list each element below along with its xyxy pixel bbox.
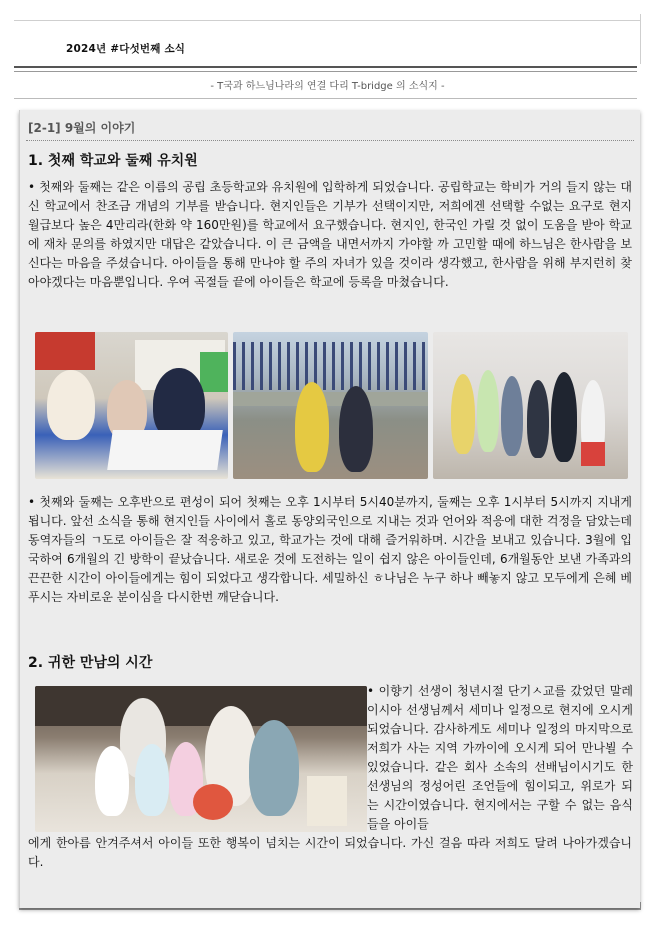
newsletter-title: 2024년 #다섯번째 소식 — [66, 43, 186, 55]
worksheet — [107, 430, 223, 470]
classroom-photo — [35, 332, 228, 479]
paragraph-school-enrollment: • 첫째와 둘째는 같은 이름의 공립 초등학교와 유치원에 입학하게 되었습니다. 공립학교는 학비가 거의 들지 않는 대신 학교에서 찬조금 개념의 기부를 받습니다. 현지인들은 기부가 선택이지만, 저희에겐 선택할 수없는 요구로 현지 월급보다 높은 4만리라(한화 약 160만원)를 학교에서 요구했습니다. 현지인, 한국인 가릴 것 없이 도움을 받아 학교에 재차 문의를 하였지만 대답은 같았습니다. 이 큰 금액을 내면서까지 가야할 까 고민할 때에 하느님은 한사람을 보신다는 마음을 주셨습니다. 아이들을 통해 만나야 할 주의 자녀가 있을 것이라 생각했고, 한사람을 위해 부지런히 찾아야겠다는 마음뿐입니다. 우여 곡절들 끝에 아이들은 학교에 등록을 마쳤습니다. — [28, 180, 632, 289]
child-figure — [135, 744, 169, 816]
kindergarten-group-photo — [433, 332, 628, 479]
child-figure — [339, 386, 373, 472]
meeting-photo — [35, 686, 367, 832]
child-figure — [551, 372, 577, 462]
paragraph-meeting-end: 에게 한아름 안겨주셔서 아이들 또한 행복이 넘치는 시간이 되었습니다. 가신 걸음 따라 저희도 달려 나아가겠습니다. — [28, 836, 632, 869]
wall-top — [233, 392, 428, 406]
child-figure — [451, 374, 475, 454]
divider-light-2 — [14, 98, 637, 99]
dotted-divider — [26, 140, 634, 141]
ceiling-shadow — [35, 686, 367, 726]
paragraph-meeting-side: • 이향기 선생이 청년시절 단기ㅅ교를 갔었던 말레이시아 선생님께서 세미나 일정으로 현지에 오시게 되었습니다. 감사하게도 세미나 일정의 마지막으로 저희가 사는 지역 가까이에 오시게 되어 만나뵐 수 있었습니다. 같은 회사 소속의 선배님이시기도 한 선생님의 정성어린 조언들에 힘이되고, 위로가 되는 시간이였습니다. 현지에서는 구할 수 없는 음식들을 아이들 — [367, 684, 633, 831]
top-border — [14, 20, 641, 21]
child-figure — [295, 382, 329, 472]
child-figure — [47, 370, 95, 440]
right-border — [640, 14, 641, 64]
child-figure — [527, 380, 549, 458]
heading-meeting: 2. 귀한 만남의 시간 — [28, 655, 153, 671]
adult-figure — [249, 720, 299, 816]
divider-light — [14, 71, 637, 72]
child-figure — [501, 376, 523, 456]
iron-fence — [233, 342, 428, 390]
child-figure — [477, 370, 499, 452]
divider-dark — [14, 66, 637, 68]
red-shorts — [581, 442, 605, 466]
flower-bouquet — [193, 784, 233, 820]
school-gate-photo — [233, 332, 428, 479]
content-card — [19, 110, 640, 908]
green-chair — [200, 352, 228, 392]
book-on-table — [307, 776, 347, 826]
heading-school: 1. 첫째 학교와 둘째 유치원 — [28, 153, 198, 169]
shelf-decor — [35, 332, 95, 370]
paragraph-school-adjustment: • 첫째와 둘째는 오후반으로 편성이 되어 첫째는 오후 1시부터 5시40분까지, 둘째는 오후 1시부터 5시까지 지내게 됩니다. 앞선 소식을 통해 현지인들 사이에서 홀로 동양외국인으로 지내는 것과 언어와 적응에 대한 걱정을 담았는데 동역자들의 ㄱ도로 아이들은 잘 적응하고 있고, 학교가는 것에 대해 즐거워하며. 시간을 보내고 있습니다. 3월에 입국하여 6개월의 긴 방학이 끝났습니다. 새로운 것에 도전하는 일이 쉽지 않은 아이들인데, 6개월동안 보낸 가족과의 끈끈한 시간이 아이들에게는 힘이 되었다고 생각합니다. 세밀하신 ㅎ나님은 누구 하나 빼놓지 않고 모두에게 은혜 베푸시는 자비로운 분이심을 다시한번 깨닫습니다. — [28, 495, 632, 604]
newsletter-subtitle: - T국과 하느님나라의 연결 다리 T-bridge 의 소식지 - — [210, 81, 445, 92]
child-figure — [95, 746, 129, 816]
section-tag: [2-1] 9월의 이야기 — [28, 121, 136, 135]
